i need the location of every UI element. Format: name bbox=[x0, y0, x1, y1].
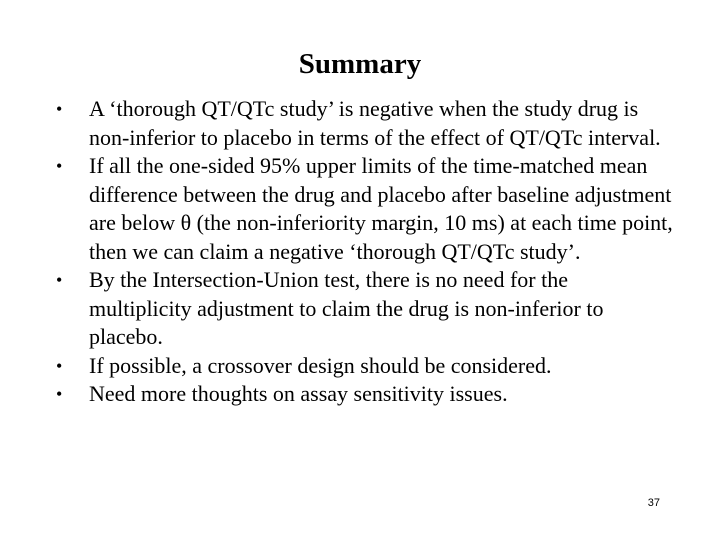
bullet-item bbox=[56, 95, 676, 152]
bullet-dot-icon: • bbox=[56, 355, 63, 376]
bullet-text: If all the one-sided 95% upper limits of the time-matched mean difference between the drug and placebo after baseline adjustment are below θ (the non-inferiority margin, 10 ms) at each time point, then we can claim a negative ‘thorough QT/QTc study’. bbox=[89, 153, 673, 264]
slide-title: Summary bbox=[298, 48, 422, 80]
bullet-text: A ‘thorough QT/QTc study’ is negative when the study drug is non-inferior to placebo in terms of the effect of QT/QTc interval. bbox=[89, 96, 661, 150]
bullet-item bbox=[56, 152, 676, 266]
bullet-list bbox=[56, 95, 676, 409]
bullet-item bbox=[56, 380, 676, 409]
bullet-text: If possible, a crossover design should be considered. bbox=[89, 352, 552, 378]
bullet-text: Need more thoughts on assay sensitivity issues. bbox=[89, 381, 508, 406]
page-number: 37 bbox=[647, 497, 660, 509]
bullet-dot-icon: • bbox=[56, 270, 63, 290]
bullet-item bbox=[56, 352, 676, 381]
bullet-dot-icon: • bbox=[56, 99, 63, 119]
bullet-text: By the Intersection-Union test, there is no need for the multiplicity adjustment to claim the drug is non-inferior to placebo. bbox=[89, 267, 604, 349]
bullet-dot-icon: • bbox=[56, 384, 63, 404]
bullet-item bbox=[56, 266, 676, 352]
bullet-dot-icon: • bbox=[56, 156, 63, 176]
